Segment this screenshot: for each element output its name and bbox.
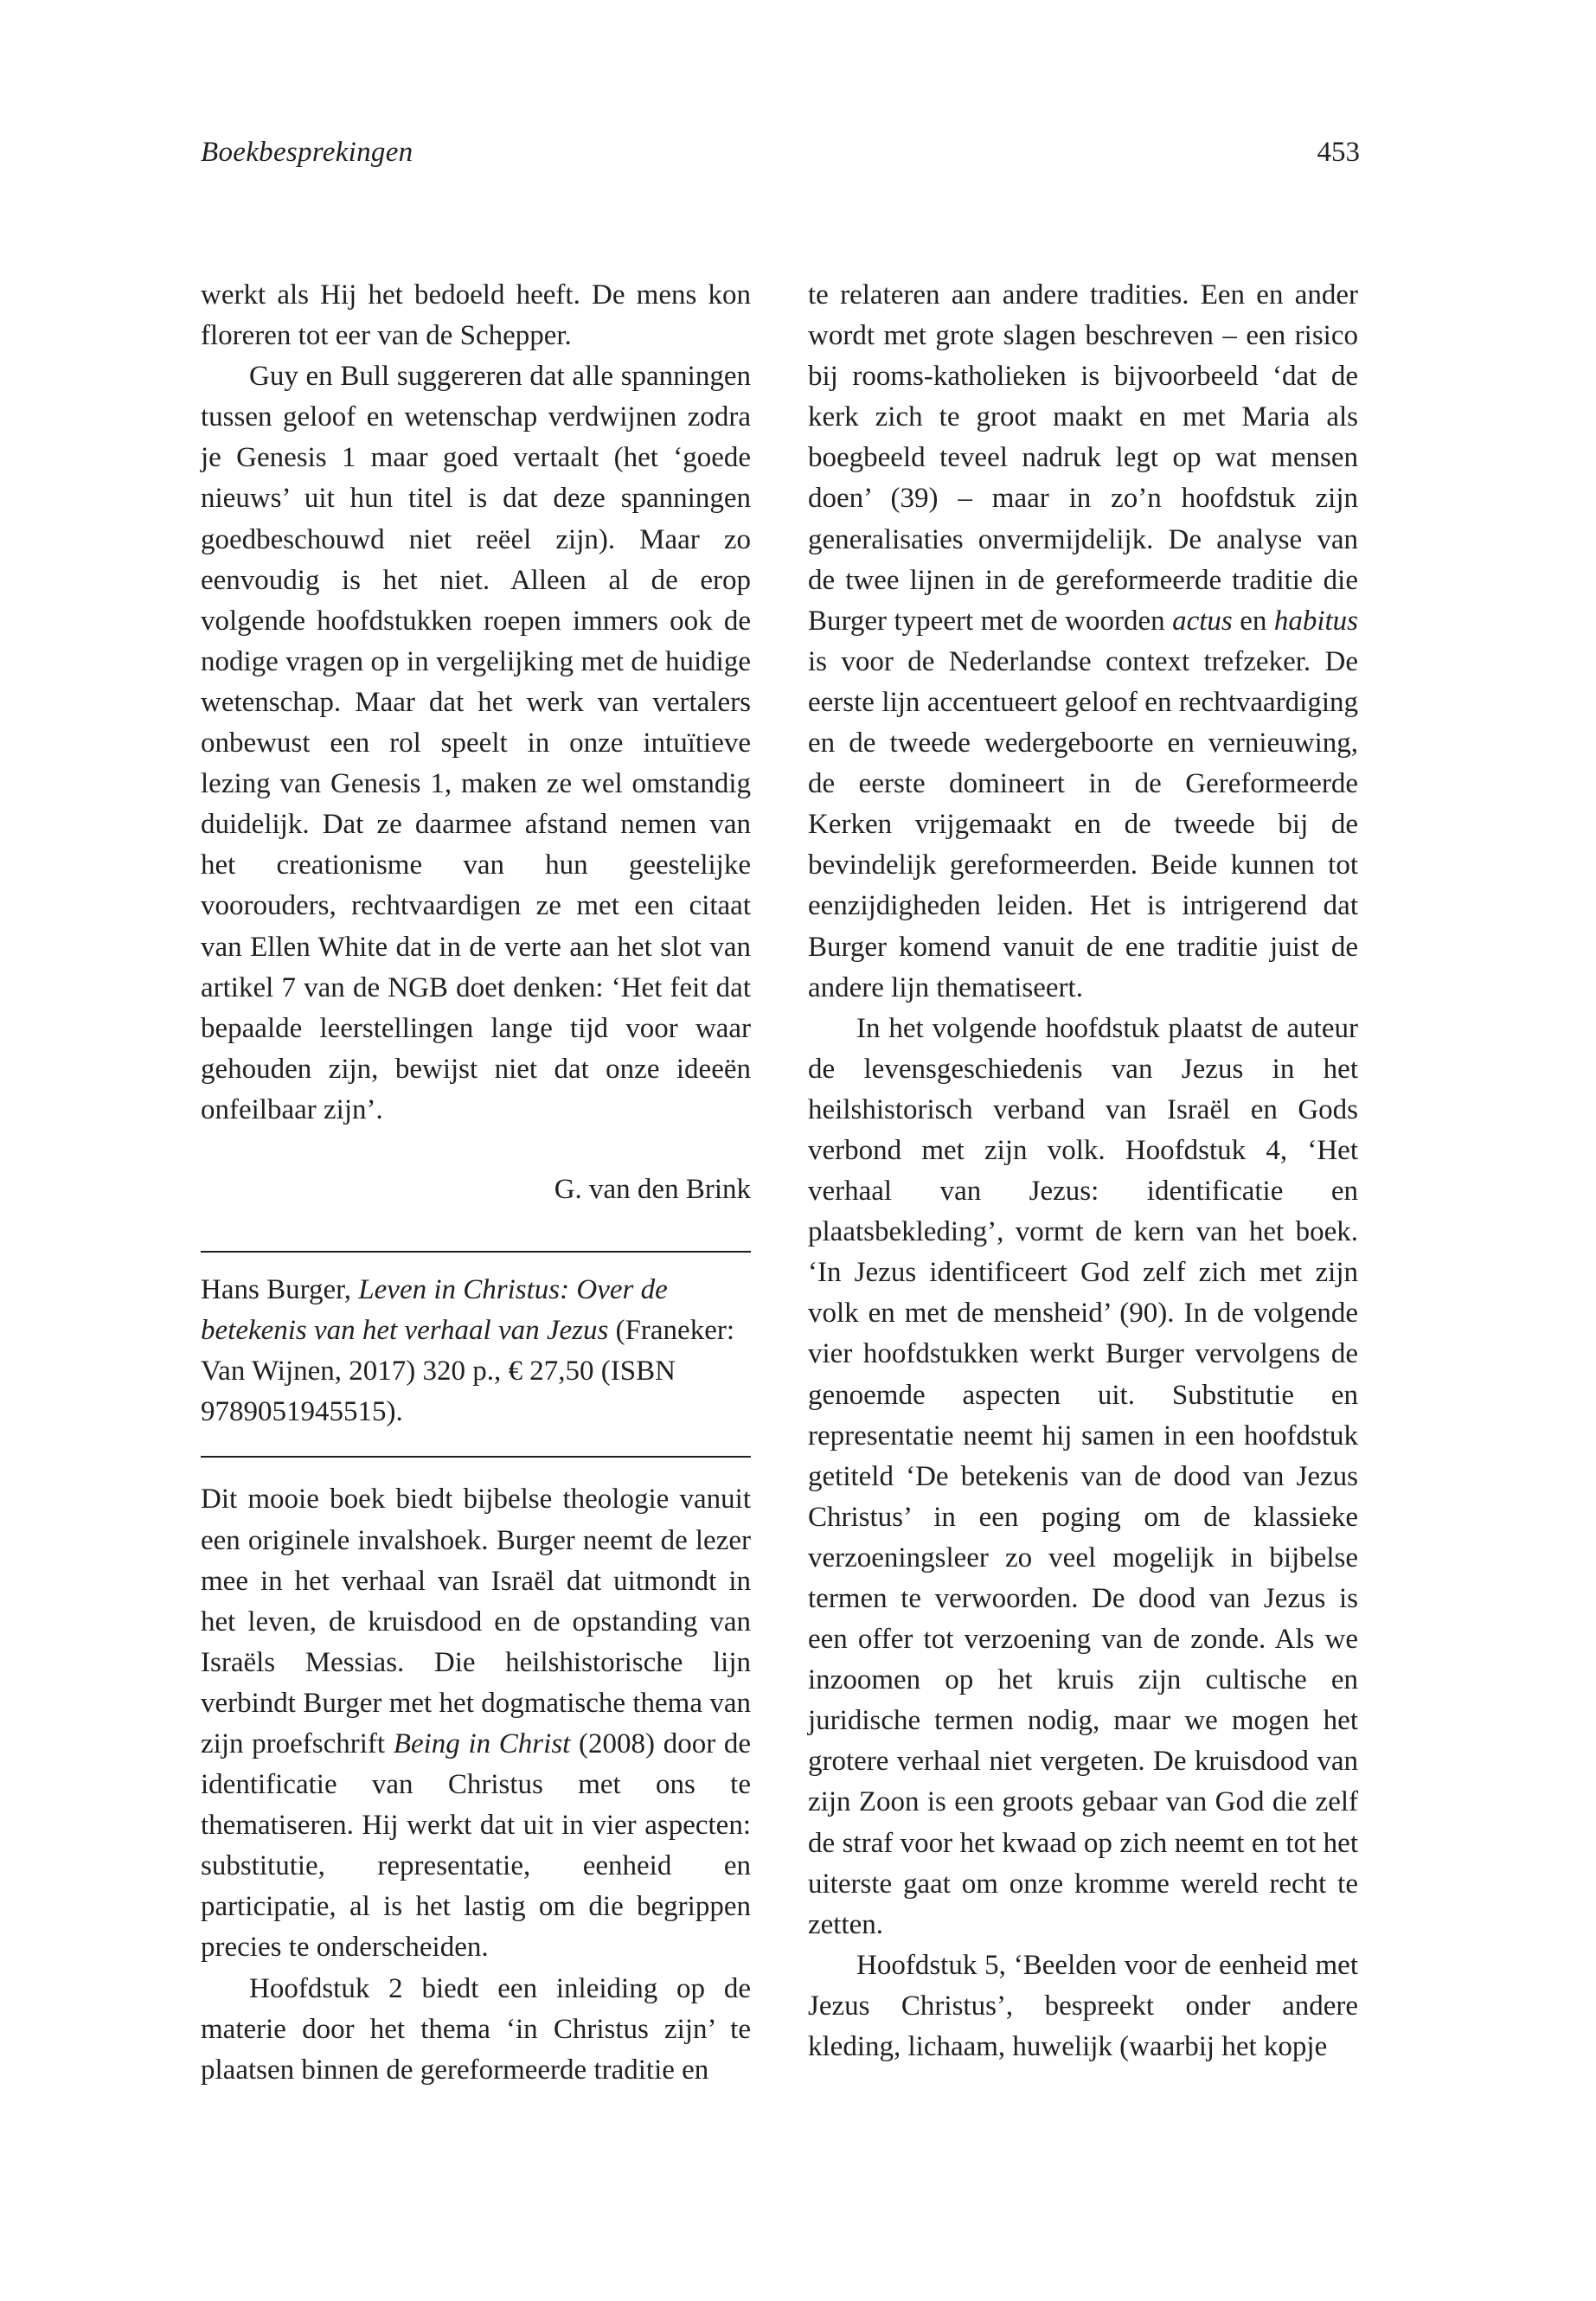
running-title: Boekbesprekingen — [201, 137, 413, 168]
book-details: (Franeker: Van Wijnen, 2017) 320 p., € 27,50 (ISBN 9789051945515). — [201, 1315, 735, 1428]
book-reference — [201, 1270, 751, 1433]
text-run: (2008) door de identificatie van Christus met ons te thematiseren. Hij werkt dat uit in vier aspecten: substitutie, representatie, eenheid en participatie, al is het lastig om die begrippen precies te onderscheiden. — [201, 1728, 752, 1964]
running-head — [201, 137, 1360, 180]
book-author: Hans Burger, — [201, 1274, 352, 1306]
right-column — [808, 275, 1358, 2067]
paragraph — [201, 1479, 751, 1968]
text-run: Dit mooie boek biedt bijbelse theologie vanuit een originele invalshoek. Burger neemt de lezer mee in het verhaal van Israël dat uitmondt in het leven, de kruisdood en de opstanding van Israëls Messias. Die heilshistorische lijn verbindt Burger met het dogmatische thema van zijn proefschrift — [201, 1484, 751, 1759]
paragraph: In het volgende hoofdstuk plaatst de auteur de levensgeschiedenis van Jezus in het heilshistorisch verband van Israël en Gods verbond met zijn volk. Hoofdstuk 4, ‘Het verhaal van Jezus: identificatie en plaatsbekleding’, vormt de kern van het boek. ‘In Jezus identificeert God zelf zich met zijn volk en met de mensheid’ (90). In de volgende vier hoofdstukken werkt Burger vervolgens de genoemde aspecten uit. Substitutie en representatie neemt hij samen in een hoofdstuk getiteld ‘De betekenis van de dood van Jezus Christus’ in een poging om de klassieke verzoeningsleer zo veel mogelijk in bijbelse termen te verwoorden. De dood van Jezus is een offer tot verzoening van de zonde. Als we inzoomen op het kruis zijn cultische en juridische termen nodig, maar we mogen het grotere verhaal niet vergeten. De kruisdood van zijn Zoon is een groots gebaar van God die zelf de straf voor het kwaad op zich neemt en tot het uiterste gaat om onze kromme wereld recht te zetten. — [808, 1012, 1358, 1940]
reviewer-signature: G. van den Brink — [554, 1173, 751, 1205]
paragraph — [808, 275, 1358, 1009]
paragraph: Hoofdstuk 2 biedt een inleiding op de materie door het thema ‘in Christus zijn’ te plaatsen binnen de gereformeerde traditie en — [201, 1972, 751, 2086]
text-run: te relateren aan andere tradities. Een en ander wordt met grote slagen beschreven – een risico bij rooms-katholieken is bijvoorbeeld ‘dat de kerk zich te groot maakt en met Maria als boegbeeld teveel nadruk legt op wat mensen doen’ (39) – maar in zo’n hoofdstuk zijn generalisaties onvermijdelijk. De analyse van de twee lijnen in de gereformeerde traditie die Burger typeert met de woorden — [808, 279, 1358, 637]
horizontal-rule — [201, 1251, 751, 1253]
text-run: is voor de Nederlandse context trefzeker. De eerste lijn accentueert geloof en rechtvaardiging en de tweede wedergeboorte en vernieuwing, de eerste domineert in de Gereformeerde Kerken vrijgemaakt en de tweede bij de bevindelijk gereformeerden. Beide kunnen tot eenzijdigheden leiden. Het is intrigerend dat Burger komend vanuit de ene traditie juist de andere lijn thematiseert. — [808, 645, 1358, 1003]
paragraph: Hoofdstuk 5, ‘Beelden voor de eenheid met Jezus Christus’, bespreekt onder andere kleding, lichaam, huwelijk (waarbij het kopje — [808, 1949, 1358, 2063]
horizontal-rule — [201, 1456, 751, 1458]
paragraph: Guy en Bull suggereren dat alle spanningen tussen geloof en wetenschap verdwijnen zodra je Genesis 1 maar goed vertaalt (het ‘goede nieuws’ uit hun titel is dat deze spanningen goedbeschouwd niet reëel zijn). Maar zo eenvoudig is het niet. Alleen al de erop volgende hoofdstukken roepen immers ook de nodige vragen op in vergelijking met de huidige wetenschap. Maar dat het werk van vertalers onbewust een rol speelt in onze intuïtieve lezing van Genesis 1, maken ze wel omstandig duidelijk. Dat ze daarmee afstand nemen van het creationisme van hun geestelijke voorouders, rechtvaardigen ze met een citaat van Ellen White dat in de verte aan het slot van artikel 7 van de NGB doet denken: ‘Het feit dat bepaalde leerstellingen lange tijd voor waar gehouden zijn, bewijst niet dat onze ideeën onfeilbaar zijn’. — [201, 361, 751, 1125]
italic-term: actus — [1172, 605, 1233, 637]
paragraph: werkt als Hij het bedoeld heeft. De mens kon floreren tot eer van de Schepper. — [201, 279, 751, 352]
italic-term: habitus — [1273, 605, 1359, 637]
text-run: en — [1240, 605, 1267, 637]
book-title: Leven in Christus: Over de betekenis van het verhaal van Jezus — [201, 1274, 668, 1347]
left-column — [201, 275, 751, 2091]
page-number: 453 — [1317, 137, 1360, 168]
italic-title: Being in Christ — [393, 1728, 571, 1759]
